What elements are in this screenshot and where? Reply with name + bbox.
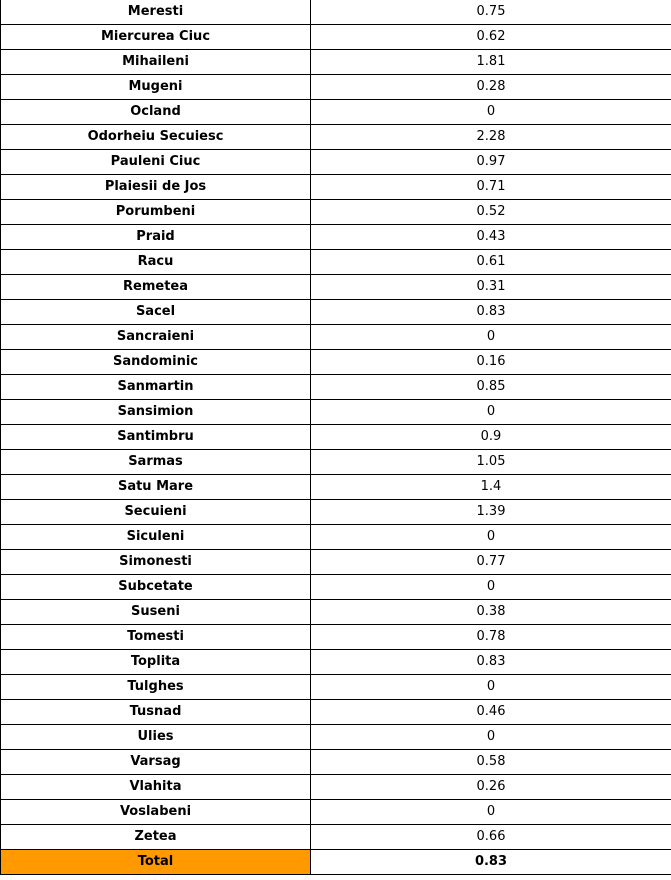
locality-name: Sacel [1,300,311,325]
locality-name: Secuieni [1,500,311,525]
total-label: Total [1,850,311,875]
table-row [1,325,671,350]
locality-value: 1.05 [311,450,671,475]
table-row [1,0,671,25]
table-row [1,775,671,800]
locality-value: 0.28 [311,75,671,100]
locality-name: Tulghes [1,675,311,700]
locality-value: 0.83 [311,300,671,325]
locality-name: Mihaileni [1,50,311,75]
locality-value: 0.43 [311,225,671,250]
locality-name: Varsag [1,750,311,775]
table-row [1,825,671,850]
table-row [1,550,671,575]
table-row [1,725,671,750]
total-row [1,850,671,875]
locality-value: 0.77 [311,550,671,575]
locality-value: 0.75 [311,0,671,25]
locality-name: Racu [1,250,311,275]
locality-value: 0 [311,800,671,825]
table-row [1,175,671,200]
locality-name: Simonesti [1,550,311,575]
locality-value: 0.62 [311,25,671,50]
locality-value: 0.58 [311,750,671,775]
table-row [1,800,671,825]
locality-name: Remetea [1,275,311,300]
locality-name: Tusnad [1,700,311,725]
locality-value: 0.46 [311,700,671,725]
table-row [1,375,671,400]
locality-name: Tomesti [1,625,311,650]
locality-value: 2.28 [311,125,671,150]
locality-value: 0.31 [311,275,671,300]
locality-value: 0 [311,525,671,550]
table-row [1,250,671,275]
locality-name: Ulies [1,725,311,750]
locality-name: Suseni [1,600,311,625]
locality-value: 0.26 [311,775,671,800]
table-row [1,200,671,225]
table-row [1,625,671,650]
locality-value: 0.16 [311,350,671,375]
table-row [1,300,671,325]
locality-value: 0.9 [311,425,671,450]
locality-name: Praid [1,225,311,250]
locality-name: Plaiesii de Jos [1,175,311,200]
table-row [1,425,671,450]
table-row [1,225,671,250]
table-row [1,675,671,700]
locality-value: 0.61 [311,250,671,275]
table-body [1,0,671,875]
locality-value: 0 [311,725,671,750]
locality-name: Satu Mare [1,475,311,500]
table-row [1,25,671,50]
locality-value: 0.52 [311,200,671,225]
locality-name: Voslabeni [1,800,311,825]
locality-name: Ocland [1,100,311,125]
table-row [1,700,671,725]
table-row [1,275,671,300]
locality-name: Vlahita [1,775,311,800]
locality-name: Mugeni [1,75,311,100]
table-row [1,750,671,775]
locality-value: 0.97 [311,150,671,175]
locality-value: 1.39 [311,500,671,525]
locality-name: Meresti [1,0,311,25]
locality-name: Sandominic [1,350,311,375]
locality-value: 0.66 [311,825,671,850]
locality-value: 0 [311,325,671,350]
locality-value: 1.81 [311,50,671,75]
locality-name: Sancraieni [1,325,311,350]
locality-value: 0.38 [311,600,671,625]
table-row [1,150,671,175]
locality-value: 0.83 [311,650,671,675]
locality-value: 0 [311,675,671,700]
table-row [1,525,671,550]
table-row [1,75,671,100]
locality-name: Sanmartin [1,375,311,400]
table-row [1,500,671,525]
table-row [1,400,671,425]
locality-value: 0 [311,400,671,425]
locality-value: 0 [311,575,671,600]
locality-name: Santimbru [1,425,311,450]
locality-value: 1.4 [311,475,671,500]
locality-name: Sansimion [1,400,311,425]
locality-name: Sarmas [1,450,311,475]
table-row [1,450,671,475]
table-row [1,350,671,375]
table-row [1,650,671,675]
table-row [1,100,671,125]
locality-value: 0.85 [311,375,671,400]
locality-name: Subcetate [1,575,311,600]
locality-value: 0 [311,100,671,125]
table-row [1,125,671,150]
locality-name: Porumbeni [1,200,311,225]
table-row [1,600,671,625]
table-row [1,475,671,500]
locality-name: Pauleni Ciuc [1,150,311,175]
locality-name: Miercurea Ciuc [1,25,311,50]
locality-value: 0.71 [311,175,671,200]
table-row [1,50,671,75]
locality-name: Toplita [1,650,311,675]
total-value: 0.83 [311,850,671,875]
locality-value: 0.78 [311,625,671,650]
locality-name: Zetea [1,825,311,850]
locality-name: Odorheiu Secuiesc [1,125,311,150]
locality-name: Siculeni [1,525,311,550]
table-row [1,575,671,600]
